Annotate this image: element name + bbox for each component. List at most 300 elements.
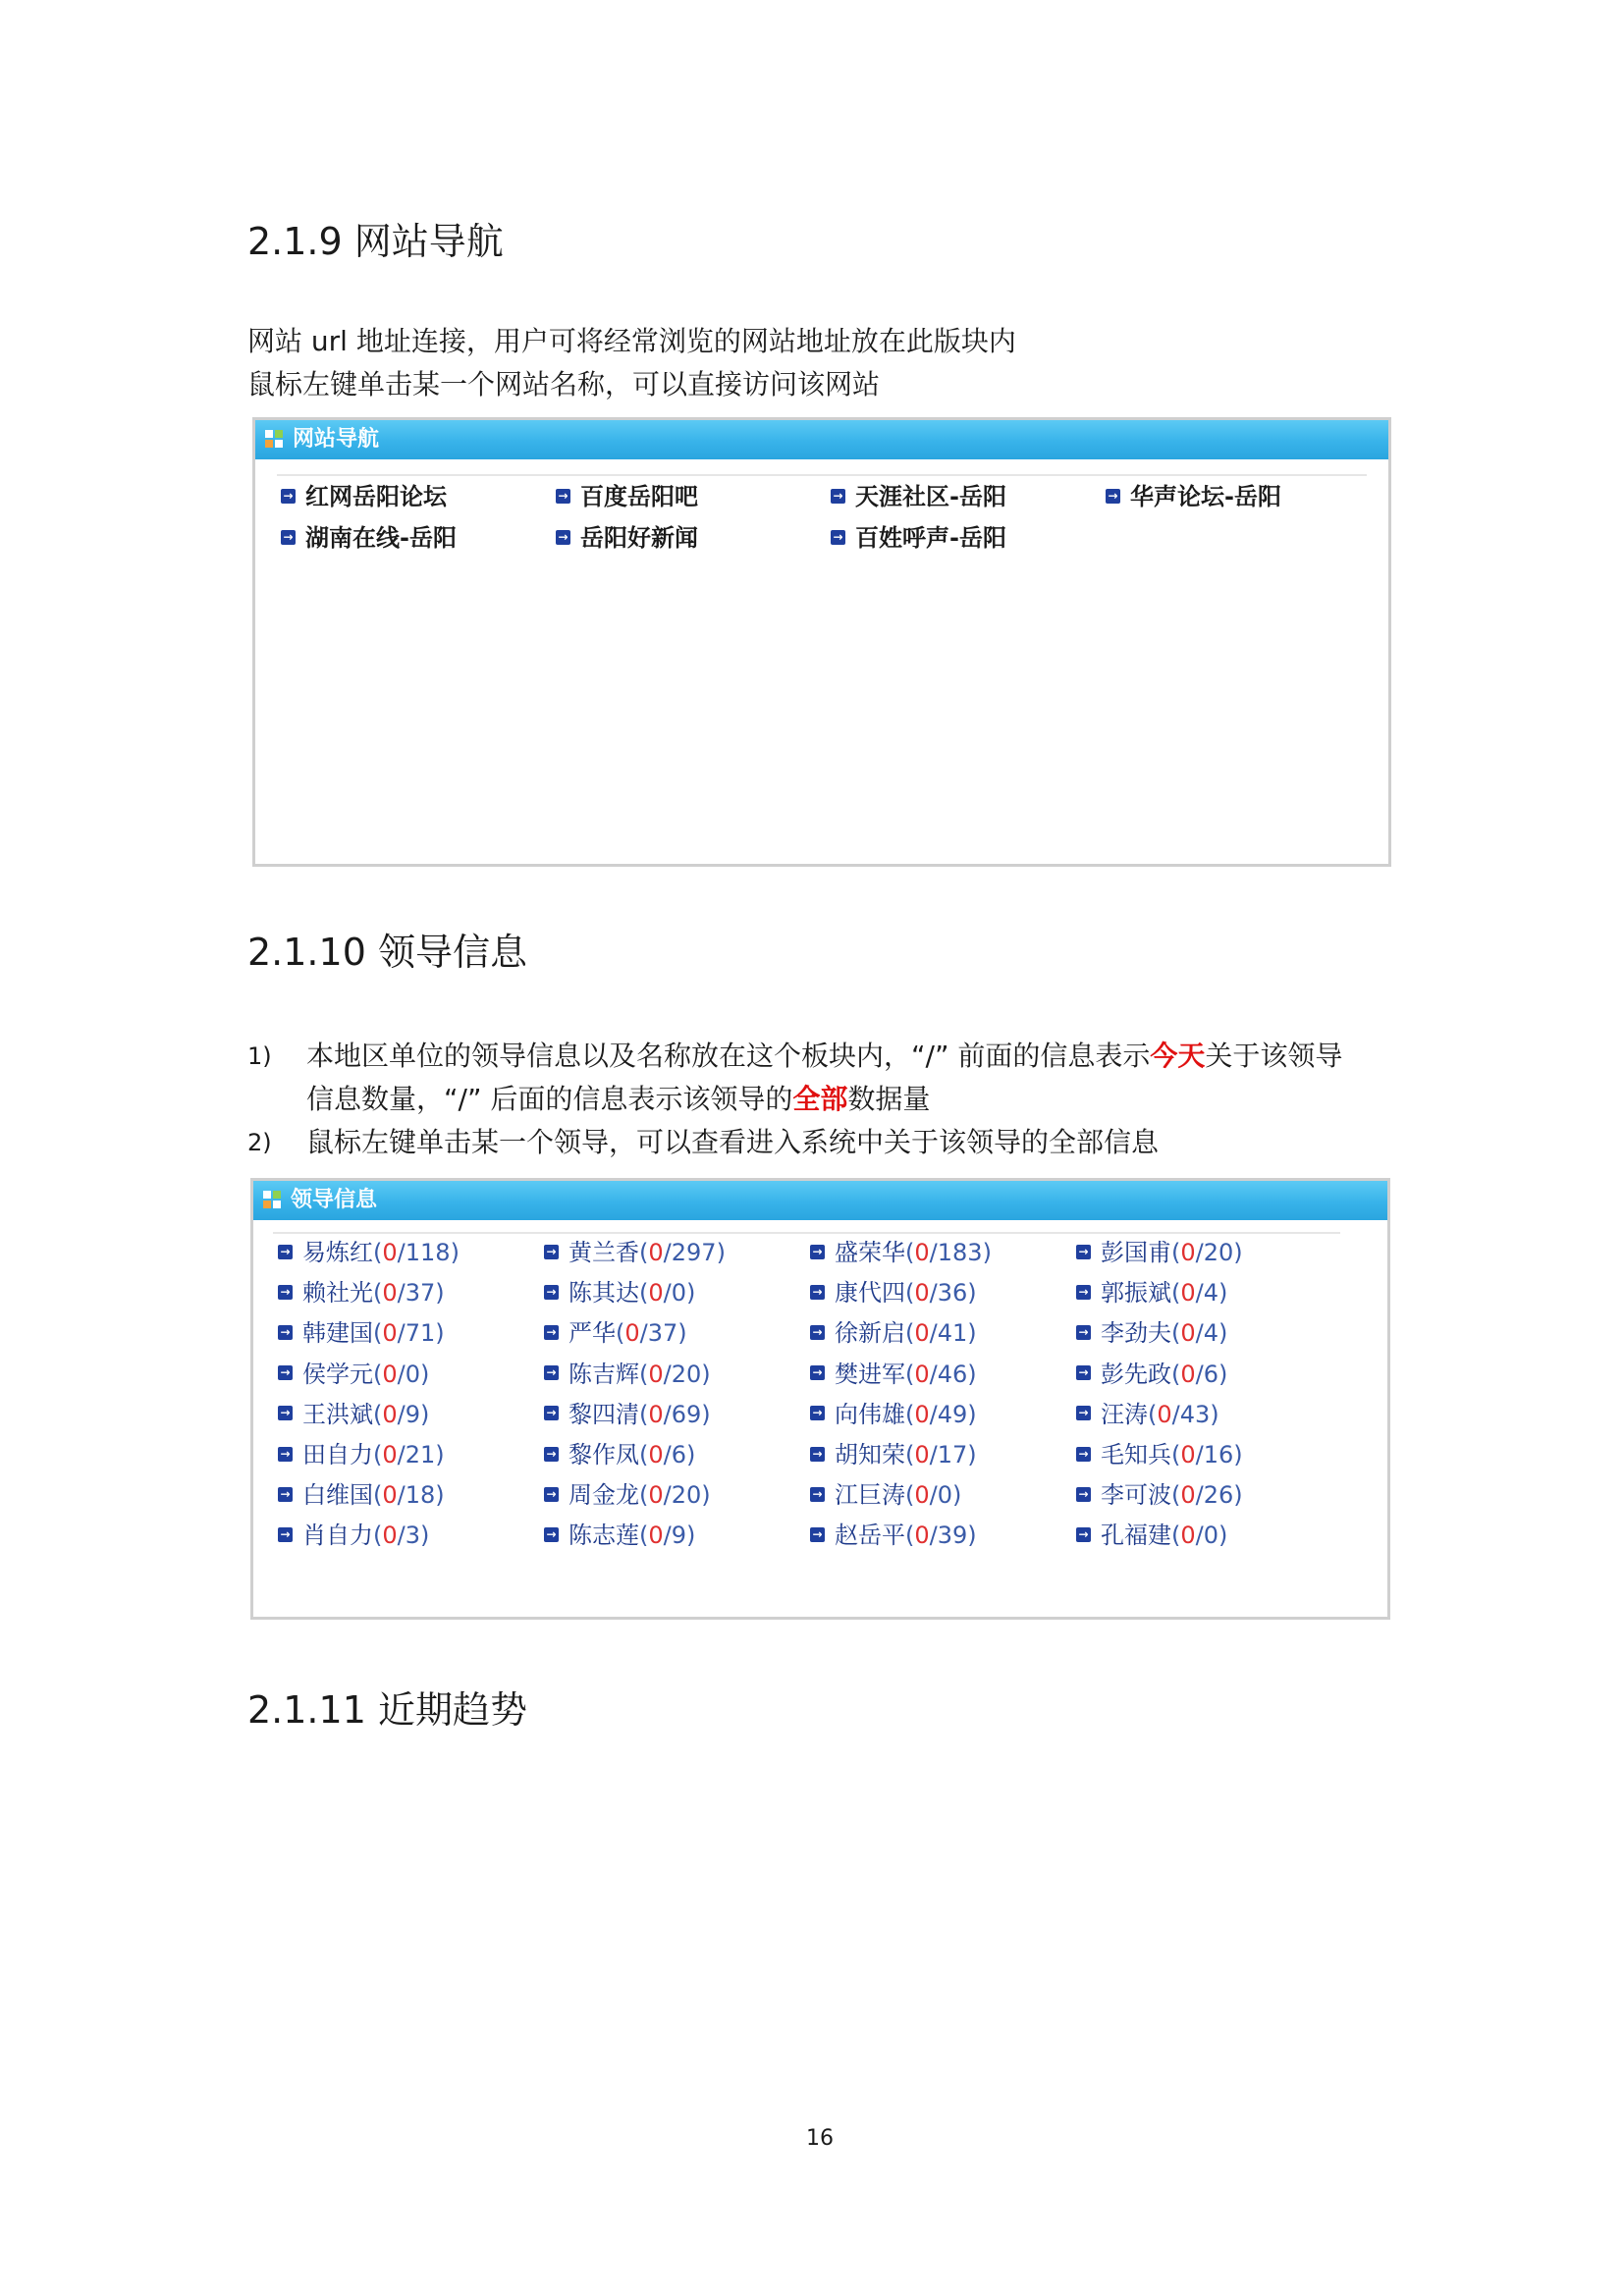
site-nav-desc-line-2: 鼠标左键单击某一个网站名称，可以直接访问该网站 bbox=[247, 368, 881, 400]
leader-total-count: 16 bbox=[1203, 1441, 1234, 1468]
paren-open: ( bbox=[639, 1239, 649, 1266]
paren-close: ) bbox=[686, 1441, 696, 1468]
leader-today-count: 0 bbox=[1180, 1319, 1196, 1348]
leader-name: 王洪斌 bbox=[302, 1400, 373, 1428]
leader-name: 江巨涛 bbox=[835, 1481, 905, 1510]
count-slash: / bbox=[663, 1522, 672, 1550]
paren-close: ) bbox=[967, 1319, 977, 1348]
leader-total-count: 118 bbox=[405, 1239, 451, 1266]
leader-today-count: 0 bbox=[914, 1279, 930, 1308]
leader-today-count: 0 bbox=[382, 1239, 398, 1266]
leader-today-count: 0 bbox=[1180, 1239, 1196, 1266]
site-link[interactable] bbox=[831, 518, 1006, 558]
leader-today-count: 0 bbox=[914, 1319, 930, 1348]
arrow-right-icon: → bbox=[831, 530, 845, 545]
section-heading-site-nav: 2.1.9 网站导航 bbox=[247, 220, 504, 263]
arrow-right-icon: → bbox=[278, 1285, 293, 1300]
leader-today-count: 0 bbox=[648, 1400, 664, 1428]
leader-name: 周金龙 bbox=[568, 1481, 639, 1510]
arrow-right-icon: → bbox=[544, 1406, 559, 1420]
paren-close: ) bbox=[420, 1522, 430, 1550]
count-slash: / bbox=[929, 1239, 938, 1266]
count-slash: / bbox=[663, 1239, 672, 1266]
count-slash: / bbox=[397, 1360, 406, 1388]
arrow-right-icon: → bbox=[556, 530, 570, 545]
leader-total-count: 26 bbox=[1203, 1481, 1234, 1510]
leader-name: 胡知荣 bbox=[835, 1441, 905, 1468]
leader-total-count: 9 bbox=[671, 1522, 687, 1550]
section-heading-leaders: 2.1.10 领导信息 bbox=[247, 931, 527, 974]
count-slash: / bbox=[929, 1319, 938, 1348]
count-slash: / bbox=[1195, 1319, 1204, 1348]
leader-today-count: 0 bbox=[624, 1319, 640, 1348]
leader-item[interactable] bbox=[810, 1233, 992, 1272]
leader-item[interactable] bbox=[278, 1475, 445, 1515]
leader-name: 郭振斌 bbox=[1101, 1279, 1171, 1308]
count-slash: / bbox=[663, 1360, 672, 1388]
leader-name: 易炼红 bbox=[302, 1239, 373, 1266]
count-slash: / bbox=[397, 1522, 406, 1550]
leader-total-count: 20 bbox=[671, 1360, 702, 1388]
paren-close: ) bbox=[982, 1239, 992, 1266]
leader-today-count: 0 bbox=[382, 1319, 398, 1348]
leader-today-count: 0 bbox=[648, 1441, 664, 1468]
leader-today-count: 0 bbox=[648, 1481, 664, 1510]
site-link-label: 岳阳好新闻 bbox=[580, 524, 698, 552]
paren-close: ) bbox=[967, 1522, 977, 1550]
leader-name: 徐新启 bbox=[835, 1319, 905, 1348]
paren-close: ) bbox=[435, 1441, 445, 1468]
leader-total-count: 6 bbox=[671, 1441, 687, 1468]
leader-item[interactable] bbox=[544, 1273, 695, 1312]
arrow-right-icon: → bbox=[278, 1527, 293, 1542]
paren-close: ) bbox=[686, 1522, 696, 1550]
highlight-all: 全部 bbox=[792, 1083, 848, 1115]
count-slash: / bbox=[929, 1400, 938, 1428]
leader-total-count: 37 bbox=[405, 1279, 436, 1308]
paren-close: ) bbox=[701, 1481, 711, 1510]
count-slash: / bbox=[929, 1360, 938, 1388]
count-slash: / bbox=[1195, 1441, 1204, 1468]
paren-open: ( bbox=[639, 1279, 649, 1308]
paren-close: ) bbox=[435, 1319, 445, 1348]
leader-name: 向伟雄 bbox=[835, 1400, 905, 1428]
paren-close: ) bbox=[1233, 1239, 1243, 1266]
paren-open: ( bbox=[1148, 1400, 1158, 1428]
count-slash: / bbox=[397, 1239, 406, 1266]
paren-open: ( bbox=[373, 1239, 383, 1266]
leader-item[interactable] bbox=[810, 1395, 977, 1434]
paren-close: ) bbox=[1233, 1441, 1243, 1468]
leader-total-count: 183 bbox=[937, 1239, 983, 1266]
leader-today-count: 0 bbox=[648, 1279, 664, 1308]
count-slash: / bbox=[663, 1441, 672, 1468]
arrow-right-icon: → bbox=[810, 1487, 825, 1502]
paren-close: ) bbox=[1210, 1400, 1219, 1428]
leader-today-count: 0 bbox=[914, 1481, 930, 1510]
paren-close: ) bbox=[450, 1239, 460, 1266]
site-link[interactable] bbox=[1106, 477, 1281, 516]
count-slash: / bbox=[663, 1481, 672, 1510]
site-link-label: 百度岳阳吧 bbox=[580, 483, 698, 510]
leader-item[interactable] bbox=[1076, 1233, 1243, 1272]
paren-close: ) bbox=[435, 1481, 445, 1510]
site-nav-panel-title: 网站导航 bbox=[293, 427, 380, 452]
site-nav-panel-header bbox=[255, 420, 1388, 459]
arrow-right-icon: → bbox=[1076, 1365, 1091, 1380]
paren-close: ) bbox=[967, 1441, 977, 1468]
arrow-right-icon: → bbox=[1076, 1325, 1091, 1340]
arrow-right-icon: → bbox=[556, 489, 570, 504]
paren-close: ) bbox=[701, 1360, 711, 1388]
paren-open: ( bbox=[1171, 1239, 1181, 1266]
paren-open: ( bbox=[616, 1319, 625, 1348]
arrow-right-icon: → bbox=[810, 1245, 825, 1259]
leader-total-count: 0 bbox=[1203, 1522, 1219, 1550]
paren-close: ) bbox=[686, 1279, 696, 1308]
leader-total-count: 4 bbox=[1203, 1279, 1219, 1308]
count-slash: / bbox=[639, 1319, 648, 1348]
leader-item[interactable] bbox=[544, 1475, 711, 1515]
count-slash: / bbox=[663, 1400, 672, 1428]
leader-item[interactable] bbox=[278, 1233, 460, 1272]
panel-grid-icon bbox=[265, 430, 285, 450]
leader-item[interactable] bbox=[278, 1313, 445, 1353]
paren-close: ) bbox=[701, 1400, 711, 1428]
panel-grid-icon bbox=[263, 1191, 283, 1210]
leader-item[interactable] bbox=[544, 1516, 695, 1555]
paren-open: ( bbox=[373, 1319, 383, 1348]
arrow-right-icon: → bbox=[810, 1447, 825, 1462]
leader-item[interactable] bbox=[810, 1435, 977, 1474]
leader-item[interactable] bbox=[278, 1273, 445, 1312]
arrow-right-icon: → bbox=[278, 1447, 293, 1462]
leader-name: 樊进军 bbox=[835, 1360, 905, 1388]
leader-name: 孔福建 bbox=[1101, 1522, 1171, 1550]
paren-close: ) bbox=[677, 1319, 687, 1348]
leader-today-count: 0 bbox=[914, 1400, 930, 1428]
site-link-label: 湖南在线-岳阳 bbox=[305, 524, 457, 552]
leader-item[interactable] bbox=[544, 1395, 711, 1434]
leader-today-count: 0 bbox=[1180, 1279, 1196, 1308]
leader-item[interactable] bbox=[544, 1313, 687, 1353]
site-nav-desc-line-1: 网站 url 地址连接，用户可将经常浏览的网站地址放在此版块内 bbox=[247, 325, 1016, 357]
arrow-right-icon: → bbox=[810, 1365, 825, 1380]
leader-name: 彭先政 bbox=[1101, 1360, 1171, 1388]
count-slash: / bbox=[1195, 1360, 1204, 1388]
paren-open: ( bbox=[1171, 1360, 1181, 1388]
arrow-right-icon: → bbox=[278, 1365, 293, 1380]
leader-name: 陈吉辉 bbox=[568, 1360, 639, 1388]
leader-today-count: 0 bbox=[648, 1239, 664, 1266]
paren-close: ) bbox=[1218, 1360, 1228, 1388]
leaders-desc-line-1 bbox=[306, 1035, 1342, 1078]
leader-total-count: 71 bbox=[405, 1319, 436, 1348]
site-nav-panel bbox=[252, 417, 1391, 867]
paren-close: ) bbox=[1218, 1279, 1228, 1308]
arrow-right-icon: → bbox=[544, 1285, 559, 1300]
leader-total-count: 49 bbox=[937, 1400, 968, 1428]
paren-close: ) bbox=[952, 1481, 962, 1510]
site-link-label: 华声论坛-岳阳 bbox=[1130, 483, 1281, 510]
paren-open: ( bbox=[639, 1400, 649, 1428]
paren-close: ) bbox=[435, 1279, 445, 1308]
count-slash: / bbox=[397, 1400, 406, 1428]
leader-today-count: 0 bbox=[914, 1360, 930, 1388]
paren-open: ( bbox=[639, 1522, 649, 1550]
arrow-right-icon: → bbox=[1106, 489, 1120, 504]
leader-name: 李劲夫 bbox=[1101, 1319, 1171, 1348]
leader-total-count: 0 bbox=[405, 1360, 421, 1388]
leader-name: 黄兰香 bbox=[568, 1239, 639, 1266]
paren-open: ( bbox=[905, 1522, 915, 1550]
count-slash: / bbox=[397, 1319, 406, 1348]
leader-today-count: 0 bbox=[914, 1522, 930, 1550]
leader-total-count: 4 bbox=[1203, 1319, 1219, 1348]
site-link[interactable] bbox=[281, 518, 457, 558]
leader-total-count: 9 bbox=[405, 1400, 421, 1428]
leader-item[interactable] bbox=[810, 1516, 977, 1555]
arrow-right-icon: → bbox=[810, 1527, 825, 1542]
leader-item[interactable] bbox=[278, 1355, 429, 1394]
list-number: 2) bbox=[247, 1129, 272, 1156]
leader-name: 赵岳平 bbox=[835, 1522, 905, 1550]
count-slash: / bbox=[929, 1481, 938, 1510]
paren-close: ) bbox=[967, 1360, 977, 1388]
paren-close: ) bbox=[420, 1360, 430, 1388]
paren-close: ) bbox=[967, 1279, 977, 1308]
paren-close: ) bbox=[1218, 1319, 1228, 1348]
leader-item[interactable] bbox=[1076, 1313, 1227, 1353]
leader-name: 汪涛 bbox=[1101, 1400, 1148, 1428]
site-link[interactable] bbox=[556, 518, 698, 558]
leader-total-count: 21 bbox=[405, 1441, 436, 1468]
leader-today-count: 0 bbox=[382, 1360, 398, 1388]
leader-today-count: 0 bbox=[914, 1441, 930, 1468]
leader-total-count: 297 bbox=[671, 1239, 717, 1266]
paren-open: ( bbox=[373, 1400, 383, 1428]
paren-open: ( bbox=[1171, 1481, 1181, 1510]
site-link[interactable] bbox=[281, 477, 447, 516]
paren-open: ( bbox=[905, 1360, 915, 1388]
site-link-label: 红网岳阳论坛 bbox=[305, 483, 447, 510]
text-segment: 本地区单位的领导信息以及名称放在这个板块内，“/” 前面的信息表示 bbox=[306, 1040, 1151, 1072]
page-number: 16 bbox=[806, 2126, 834, 2151]
arrow-right-icon: → bbox=[544, 1527, 559, 1542]
leader-name: 肖自力 bbox=[302, 1522, 373, 1550]
count-slash: / bbox=[1195, 1522, 1204, 1550]
leader-item[interactable] bbox=[278, 1516, 429, 1555]
arrow-right-icon: → bbox=[544, 1245, 559, 1259]
paren-close: ) bbox=[716, 1239, 726, 1266]
arrow-right-icon: → bbox=[1076, 1285, 1091, 1300]
leaders-panel bbox=[250, 1178, 1390, 1620]
leader-today-count: 0 bbox=[382, 1441, 398, 1468]
site-link-label: 百姓呼声-岳阳 bbox=[855, 524, 1006, 552]
arrow-right-icon: → bbox=[544, 1447, 559, 1462]
leader-item[interactable] bbox=[1076, 1355, 1227, 1394]
leader-name: 陈志莲 bbox=[568, 1522, 639, 1550]
leader-today-count: 0 bbox=[1180, 1522, 1196, 1550]
leader-item[interactable] bbox=[278, 1435, 445, 1474]
count-slash: / bbox=[1195, 1279, 1204, 1308]
arrow-right-icon: → bbox=[810, 1325, 825, 1340]
arrow-right-icon: → bbox=[278, 1325, 293, 1340]
leader-name: 黎作凤 bbox=[568, 1441, 639, 1468]
leader-total-count: 18 bbox=[405, 1481, 436, 1510]
leaders-panel-header bbox=[253, 1181, 1387, 1220]
leader-today-count: 0 bbox=[1180, 1360, 1196, 1388]
leaders-panel-title: 领导信息 bbox=[291, 1188, 378, 1212]
leader-today-count: 0 bbox=[382, 1279, 398, 1308]
leader-name: 田自力 bbox=[302, 1441, 373, 1468]
leader-name: 侯学元 bbox=[302, 1360, 373, 1388]
leaders-desc-line-2 bbox=[306, 1078, 930, 1121]
arrow-right-icon: → bbox=[281, 489, 296, 504]
leader-total-count: 17 bbox=[937, 1441, 968, 1468]
arrow-right-icon: → bbox=[278, 1487, 293, 1502]
leader-total-count: 43 bbox=[1179, 1400, 1211, 1428]
leader-name: 陈其达 bbox=[568, 1279, 639, 1308]
paren-open: ( bbox=[373, 1481, 383, 1510]
arrow-right-icon: → bbox=[544, 1365, 559, 1380]
paren-open: ( bbox=[905, 1239, 915, 1266]
leader-total-count: 39 bbox=[937, 1522, 968, 1550]
leader-item[interactable] bbox=[1076, 1273, 1227, 1312]
arrow-right-icon: → bbox=[1076, 1527, 1091, 1542]
paren-open: ( bbox=[1171, 1279, 1181, 1308]
paren-open: ( bbox=[373, 1360, 383, 1388]
leader-today-count: 0 bbox=[1180, 1481, 1196, 1510]
paren-open: ( bbox=[905, 1400, 915, 1428]
paren-close: ) bbox=[1218, 1522, 1228, 1550]
arrow-right-icon: → bbox=[810, 1406, 825, 1420]
leader-item[interactable] bbox=[278, 1395, 429, 1434]
paren-open: ( bbox=[373, 1522, 383, 1550]
count-slash: / bbox=[1171, 1400, 1180, 1428]
leader-item[interactable] bbox=[810, 1355, 977, 1394]
paren-open: ( bbox=[905, 1481, 915, 1510]
paren-open: ( bbox=[905, 1441, 915, 1468]
leader-total-count: 6 bbox=[1203, 1360, 1219, 1388]
leader-total-count: 37 bbox=[647, 1319, 678, 1348]
leader-item[interactable] bbox=[1076, 1475, 1243, 1515]
paren-open: ( bbox=[639, 1441, 649, 1468]
count-slash: / bbox=[397, 1481, 406, 1510]
leader-name: 毛知兵 bbox=[1101, 1441, 1171, 1468]
count-slash: / bbox=[1195, 1481, 1204, 1510]
arrow-right-icon: → bbox=[278, 1406, 293, 1420]
count-slash: / bbox=[397, 1441, 406, 1468]
count-slash: / bbox=[929, 1441, 938, 1468]
leader-item[interactable] bbox=[544, 1355, 711, 1394]
leader-name: 李可波 bbox=[1101, 1481, 1171, 1510]
arrow-right-icon: → bbox=[1076, 1447, 1091, 1462]
leader-total-count: 36 bbox=[937, 1279, 968, 1308]
paren-open: ( bbox=[1171, 1441, 1181, 1468]
leader-item[interactable] bbox=[810, 1313, 977, 1353]
leader-item[interactable] bbox=[544, 1233, 726, 1272]
leader-total-count: 41 bbox=[937, 1319, 968, 1348]
leader-item[interactable] bbox=[810, 1475, 961, 1515]
leader-item[interactable] bbox=[1076, 1395, 1219, 1434]
arrow-right-icon: → bbox=[1076, 1406, 1091, 1420]
arrow-right-icon: → bbox=[544, 1487, 559, 1502]
text-segment: 数据量 bbox=[847, 1083, 931, 1115]
leader-total-count: 0 bbox=[671, 1279, 687, 1308]
paren-close: ) bbox=[420, 1400, 430, 1428]
leader-item[interactable] bbox=[1076, 1435, 1243, 1474]
divider bbox=[277, 474, 1367, 476]
paren-close: ) bbox=[967, 1400, 977, 1428]
leader-name: 赖社光 bbox=[302, 1279, 373, 1308]
leader-total-count: 3 bbox=[405, 1522, 421, 1550]
leader-item[interactable] bbox=[544, 1435, 695, 1474]
leader-item[interactable] bbox=[810, 1273, 977, 1312]
count-slash: / bbox=[1195, 1239, 1204, 1266]
arrow-right-icon: → bbox=[544, 1325, 559, 1340]
section-heading-trend: 2.1.11 近期趋势 bbox=[247, 1688, 527, 1732]
list-number: 1) bbox=[247, 1042, 272, 1070]
leader-today-count: 0 bbox=[382, 1522, 398, 1550]
arrow-right-icon: → bbox=[831, 489, 845, 504]
leader-name: 黎四清 bbox=[568, 1400, 639, 1428]
text-segment: 信息数量，“/” 后面的信息表示该领导的 bbox=[306, 1083, 793, 1115]
paren-open: ( bbox=[373, 1279, 383, 1308]
leader-today-count: 0 bbox=[1157, 1400, 1172, 1428]
count-slash: / bbox=[929, 1279, 938, 1308]
leader-name: 白维国 bbox=[302, 1481, 373, 1510]
paren-open: ( bbox=[639, 1481, 649, 1510]
leader-name: 康代四 bbox=[835, 1279, 905, 1308]
paren-close: ) bbox=[1233, 1481, 1243, 1510]
arrow-right-icon: → bbox=[810, 1285, 825, 1300]
count-slash: / bbox=[663, 1279, 672, 1308]
leader-total-count: 20 bbox=[671, 1481, 702, 1510]
paren-open: ( bbox=[1171, 1522, 1181, 1550]
leader-name: 彭国甫 bbox=[1101, 1239, 1171, 1266]
leader-today-count: 0 bbox=[382, 1481, 398, 1510]
highlight-today: 今天 bbox=[1150, 1040, 1206, 1072]
paren-open: ( bbox=[373, 1441, 383, 1468]
leaders-desc-line-3: 鼠标左键单击某一个领导，可以查看进入系统中关于该领导的全部信息 bbox=[306, 1126, 1160, 1158]
leader-today-count: 0 bbox=[914, 1239, 930, 1266]
site-link[interactable] bbox=[556, 477, 698, 516]
leader-today-count: 0 bbox=[382, 1400, 398, 1428]
leader-today-count: 0 bbox=[1180, 1441, 1196, 1468]
arrow-right-icon: → bbox=[1076, 1487, 1091, 1502]
leader-today-count: 0 bbox=[648, 1522, 664, 1550]
leader-total-count: 69 bbox=[671, 1400, 702, 1428]
leader-name: 严华 bbox=[568, 1319, 616, 1348]
paren-open: ( bbox=[905, 1279, 915, 1308]
arrow-right-icon: → bbox=[281, 530, 296, 545]
paren-open: ( bbox=[905, 1319, 915, 1348]
arrow-right-icon: → bbox=[278, 1245, 293, 1259]
leader-total-count: 46 bbox=[937, 1360, 968, 1388]
count-slash: / bbox=[929, 1522, 938, 1550]
site-link[interactable] bbox=[831, 477, 1006, 516]
leader-total-count: 20 bbox=[1203, 1239, 1234, 1266]
site-link-label: 天涯社区-岳阳 bbox=[855, 483, 1006, 510]
leader-total-count: 0 bbox=[937, 1481, 953, 1510]
leader-name: 盛荣华 bbox=[835, 1239, 905, 1266]
paren-open: ( bbox=[1171, 1319, 1181, 1348]
leader-today-count: 0 bbox=[648, 1360, 664, 1388]
leader-item[interactable] bbox=[1076, 1516, 1227, 1555]
leader-name: 韩建国 bbox=[302, 1319, 373, 1348]
paren-open: ( bbox=[639, 1360, 649, 1388]
